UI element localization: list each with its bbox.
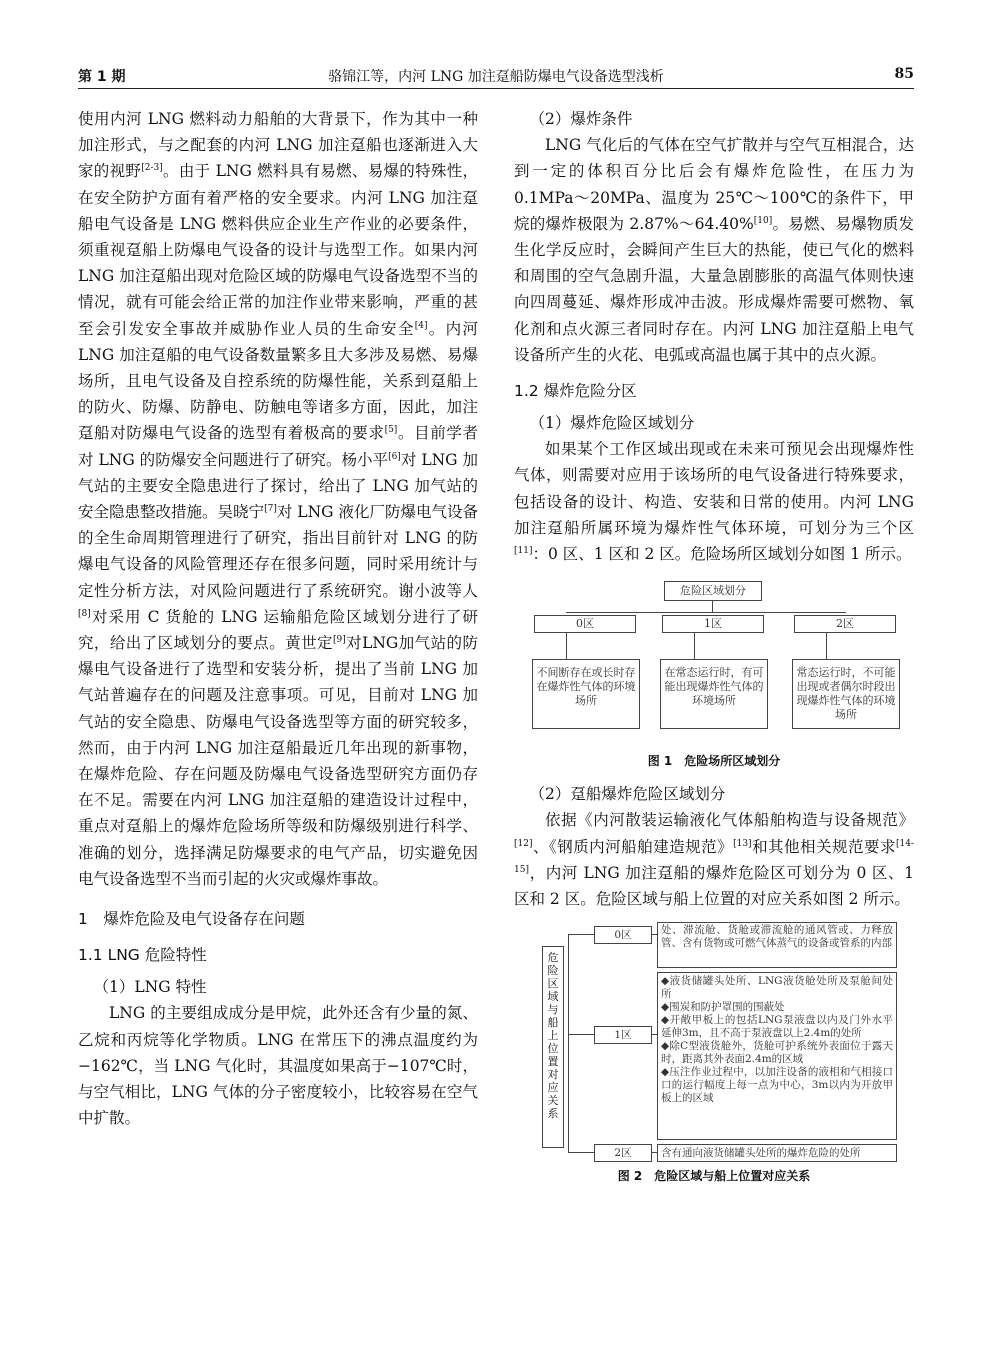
fig1-zone2-desc: 常态运行时，不可能出现或者偶尔时段出现爆炸性气体的环境场所 [792, 659, 900, 729]
figure-2-diagram [514, 922, 914, 1162]
fig1-zone1-desc: 在常态运行时，有可能出现爆炸性气体的环境场所 [660, 659, 768, 729]
fig2-zone1-item: ◆围炭和防护罩围的围蔽处 [661, 1001, 785, 1014]
paragraph-explosion-conditions: LNG 气化后的气体在空气扩散并与空气互相混合，达到一定的体积百分比后会有爆炸危险性，在压力为 0.1MPa～20MPa、温度为 25℃～100℃的条件下，甲烷的爆炸极限为 2.87%～64.40%[10]。易燃、易爆物质发生化学反应时，会瞬间产生巨大的热能，使已气化的燃料和周围的空气急剧升温，大量急剧膨胀的高温气体则快速向四周蔓延、爆炸形成冲击波。形成爆炸需要可燃物、氧化剂和点火源三者同时存在。内河 LNG 加注趸船上电气设备所产生的火花、电弧或高温也属于其中的点火源。 [514, 136, 914, 364]
fig2-zone2-box: 2区 [594, 1144, 652, 1162]
running-header [78, 66, 914, 89]
issue-number: 第 1 期 [78, 69, 126, 85]
item-heading-explosion-conditions: （2）爆炸条件 [529, 110, 633, 128]
section-heading-1: 1 爆炸危险及电气设备存在问题 [78, 910, 305, 929]
item-heading-ship-zone-division: （2）趸船爆炸危险区域划分 [529, 785, 726, 804]
fig2-connector [568, 934, 569, 1152]
fig2-zone2-desc: 含有通向液货储罐头处所的爆炸危险的处所 [657, 1144, 897, 1162]
fig1-connector [826, 632, 827, 659]
fig2-zone1-desc [657, 972, 897, 1140]
subsection-heading-1-2: 1.2 爆炸危险分区 [514, 382, 637, 401]
right-column [514, 106, 914, 1196]
subsection-heading-1-1: 1.1 LNG 危险特性 [78, 946, 207, 965]
fig1-connector [566, 612, 846, 613]
fig1-zone1-box: 1区 [662, 615, 764, 633]
fig1-root-box: 危险区域划分 [664, 581, 762, 601]
fig1-connector [566, 632, 567, 659]
fig1-zone2-box: 2区 [794, 615, 896, 633]
fig2-connector [568, 1152, 594, 1153]
fig2-zone1-box: 1区 [594, 1026, 652, 1044]
running-title: 骆锦江等，内河 LNG 加注趸船防爆电气设备选型浅析 [328, 69, 664, 85]
figure-2-caption: 图 2 危险区域与船上位置对应关系 [617, 1169, 811, 1184]
item-heading-lng-property: （1）LNG 特性 [93, 978, 207, 997]
fig2-zone0-desc: 处、滞流舱、货舱或滞流舱的通风管或、力释放管、含有货物或可燃气体蒸气的设备或管系的内部 [657, 922, 897, 968]
fig1-connector [694, 632, 695, 659]
item-heading-zone-division: （1）爆炸危险区域划分 [529, 414, 695, 433]
fig2-side-label: 危险区域与船上位置对应关系 [542, 946, 564, 1148]
fig2-zone0-box: 0区 [594, 926, 652, 944]
paragraph-lng-property: LNG 的主要组成成分是甲烷，此外还含有少量的氮、乙烷和丙烷等化学物质。LNG 在常压下的沸点温度约为−162℃，当 LNG 气化时，其温度如果高于−107℃时，与空气相比，LNG 气体的分子密度较小，比较容易在空气中扩散。 [78, 1004, 478, 1128]
figure-1-diagram [514, 581, 914, 747]
fig2-zone1-item: ◆液货储罐头处所、LNG液货舱处所及泵舱间处所 [661, 975, 893, 1001]
left-column [78, 106, 478, 1131]
fig1-zone0-desc: 不间断存在或长时存在爆炸性气体的环境场所 [532, 659, 640, 729]
page-number: 85 [894, 66, 914, 82]
figure-1-caption: 图 1 危险场所区域划分 [647, 754, 781, 769]
fig2-connector [568, 1034, 594, 1035]
fig1-connector [712, 600, 713, 612]
fig2-zone1-item: ◆开敞甲板上的包括LNG泵液盘以内及门外水平延伸3m，且不高于泵液盘以上2.4m的处所 [661, 1014, 893, 1040]
fig2-connector [568, 934, 594, 935]
paragraph-intro: 使用内河 LNG 燃料动力船舶的大背景下，作为其中一种加注形式，与之配套的内河 LNG 加注趸船也逐渐进入大家的视野[2-3]。由于 LNG 燃料具有易燃、易爆的特殊性，在安全防护方面有着严格的安全要求。内河 LNG 加注趸船电气设备是 LNG 燃料供应企业生产作业的必要条件，须重视趸船上防爆电气设备的设计与选型工作。如果内河 LNG 加注趸船出现对危险区域的防爆电气设备选型不当的情况，就有可能会给正常的加注作业带来影响，严重的甚至会引发安全事故并威胁作业人员的生命安全[4]。内河 LNG 加注趸船的电气设备数量繁多且大多涉及易燃、易爆场所，且电气设备及自控系统的防爆性能，关系到趸船上的防火、防爆、防静电、防触电等诸多方面，因此，加注趸船对防爆电气设备的选型有着极高的要求[5]。目前学者对 LNG 的防爆安全问题进行了研究。杨小平[6]对 LNG 加气站的主要安全隐患进行了探讨，给出了 LNG 加气站的安全隐患整改措施。吴晓宁[7]对 LNG 液化厂防爆电气设备的全生命周期管理进行了研究，指出目前针对 LNG 的防爆电气设备的风险管理还存在很多问题，同时采用统计与定性分析方法，对风险问题进行了系统研究。谢小波等人[8]对采用 C 货舱的 LNG 运输船危险区域划分进行了研究，给出了区域划分的要点。黄世定[9]对LNG加气站的防爆电气设备进行了选型和安装分析，提出了当前 LNG 加气站普遍存在的问题及注意事项。可见，目前对 LNG 加气站的安全隐患、防爆电气设备选型等方面的研究较多，然而，由于内河 LNG 加注趸船最近几年出现的新事物，在爆炸危险、存在问题及防爆电气设备选型研究方面仍存在不足。需要在内河 LNG 加注趸船的建造设计过程中，重点对趸船上的爆炸危险场所等级和防爆级别进行科学、准确的划分，选择满足防爆要求的电气产品，切实避免因电气设备选型不当而引起的火灾或爆炸事故。 [78, 110, 479, 888]
fig2-zone1-item: ◆压注作业过程中，以加注设备的液相和气相接口口的运行幅度上每一点为中心，3m以内为开放甲板上的区域 [661, 1066, 893, 1105]
paragraph-ship-zone-division: 依据《内河散装运输液化气体船舶构造与设备规范》[12]、《钢质内河船舶建造规范》[13]和其他相关规范要求[14-15]，内河 LNG 加注趸船的爆炸危险区可划分为 0 区、1 区和 2 区。危险区域与船上位置的对应关系如图 2 所示。 [514, 811, 914, 909]
fig2-zone1-item: ◆除C型液货舱外，货舱可护系统外表面位于露天时，距离其外表面2.4m的区域 [661, 1040, 893, 1066]
paragraph-zone-division: 如果某个工作区域出现或在未来可预见会出现爆炸性气体，则需要对应用于该场所的电气设备进行特殊要求，包括设备的设计、构造、安装和日常的使用。内河 LNG 加注趸船所属环境为爆炸性气体环境，可划分为三个区[11]：0 区、1 区和 2 区。危险场所区域划分如图 1 所示。 [514, 440, 914, 564]
fig1-zone0-box: 0区 [534, 615, 636, 633]
